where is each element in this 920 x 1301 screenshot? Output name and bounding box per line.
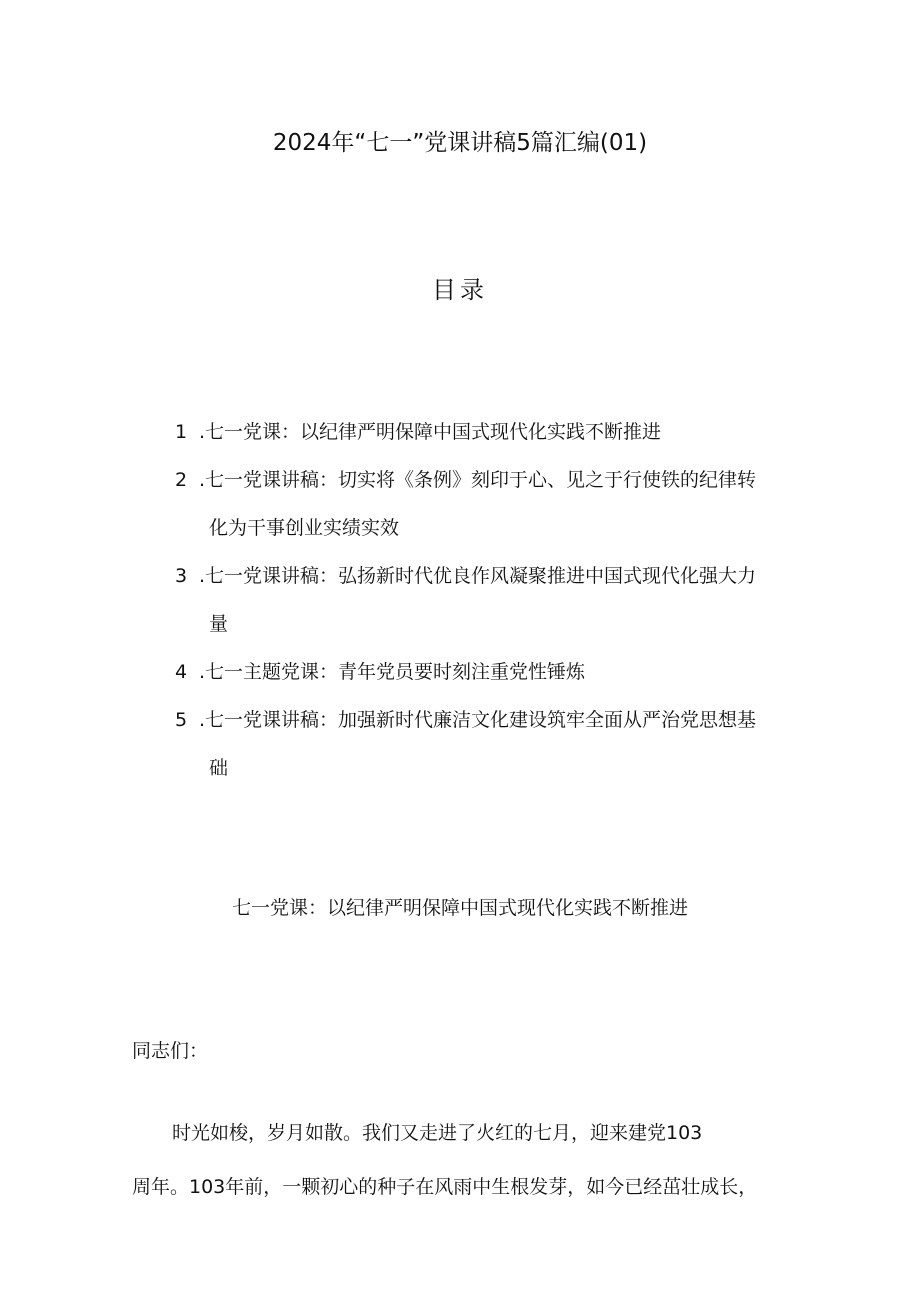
toc-item-number: 3 (175, 565, 188, 587)
toc-item-text (199, 648, 805, 696)
toc-item-number: 2 (175, 469, 188, 491)
table-of-contents (175, 408, 805, 792)
body-paragraph (132, 1106, 792, 1214)
toc-item-line1: .七一党课讲稿：加强新时代廉洁文化建设筑牢全面从严治党思想基 (199, 709, 757, 731)
toc-item-number: 4 (175, 661, 188, 683)
toc-item-3[interactable] (175, 552, 805, 648)
paragraph-line-1: 时光如梭，岁月如散。我们又走进了火红的七月，迎来建党103 (172, 1122, 703, 1144)
document-title: 2024年“七一”党课讲稿5篇汇编(01) (272, 130, 648, 156)
toc-item-text (199, 696, 805, 792)
section-title: 七一党课：以纪律严明保障中国式现代化实践不断推进 (231, 897, 688, 919)
toc-item-text (199, 552, 805, 648)
toc-item-number: 5 (175, 709, 188, 731)
toc-item-line1: .七一党课讲稿：切实将《条例》刻印于心、见之于行使铁的纪律转 (199, 469, 757, 491)
paragraph-line-2: 周年。103年前，一颗初心的种子在风雨中生根发芽，如今已经茁壮成长， (132, 1176, 758, 1198)
toc-item-text (199, 456, 805, 552)
toc-item-line1: .七一党课：以纪律严明保障中国式现代化实践不断推进 (199, 421, 662, 443)
toc-item-4[interactable] (175, 648, 805, 696)
toc-item-5[interactable] (175, 696, 805, 792)
toc-item-line1: .七一主题党课：青年党员要时刻注重党性锤炼 (199, 661, 586, 683)
toc-heading: 目录 (432, 276, 488, 304)
salutation: 同志们： (132, 1040, 209, 1062)
toc-item-line2: 础 (209, 757, 229, 779)
toc-item-line2: 化为干事创业实绩实效 (209, 517, 400, 539)
toc-item-1[interactable] (175, 408, 805, 456)
toc-item-number: 1 (175, 421, 188, 443)
toc-item-line1: .七一党课讲稿：弘扬新时代优良作风凝聚推进中国式现代化强大力 (199, 565, 757, 587)
toc-item-2[interactable] (175, 456, 805, 552)
toc-item-line2: 量 (209, 613, 229, 635)
toc-item-text (199, 408, 805, 456)
